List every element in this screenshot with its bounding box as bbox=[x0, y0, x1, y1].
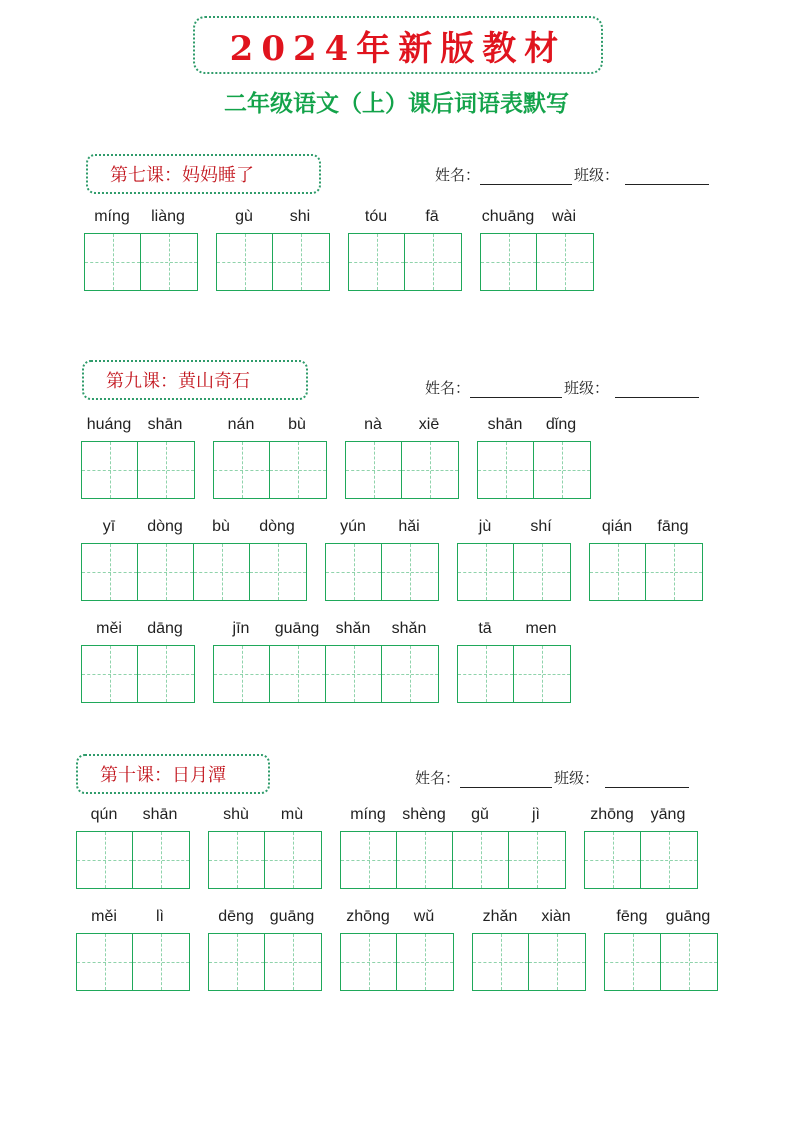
pinyin-label: mù bbox=[280, 806, 304, 823]
class-field[interactable] bbox=[615, 382, 699, 398]
pinyin-label: dēng bbox=[218, 908, 254, 925]
writing-cell[interactable] bbox=[270, 646, 326, 702]
writing-cell[interactable] bbox=[341, 832, 397, 888]
word-group bbox=[345, 414, 459, 499]
writing-cell[interactable] bbox=[349, 234, 405, 290]
class-label: 班级： bbox=[574, 166, 620, 184]
writing-cell[interactable] bbox=[133, 934, 189, 990]
pinyin-label: zhōng bbox=[346, 908, 390, 925]
pinyin-row bbox=[76, 804, 190, 826]
pinyin-label: shān bbox=[487, 416, 523, 433]
pinyin-label: guāng bbox=[274, 620, 320, 637]
tianzige-row bbox=[213, 645, 439, 703]
tianzige-row bbox=[84, 233, 198, 291]
writing-cell[interactable] bbox=[209, 832, 265, 888]
writing-cell[interactable] bbox=[82, 646, 138, 702]
name-field[interactable] bbox=[460, 772, 552, 788]
pinyin-row bbox=[589, 516, 703, 538]
tianzige-row bbox=[604, 933, 718, 991]
pinyin-label: jì bbox=[532, 806, 540, 823]
pinyin-label: men bbox=[525, 620, 557, 637]
main-title: 2024年新版教材 bbox=[229, 28, 567, 69]
word-group bbox=[477, 414, 591, 499]
class-field[interactable] bbox=[625, 169, 709, 185]
word-group bbox=[457, 516, 571, 601]
word-group bbox=[340, 804, 566, 889]
writing-cell[interactable] bbox=[214, 646, 270, 702]
name-field[interactable] bbox=[480, 169, 572, 185]
pinyin-label: dāng bbox=[147, 620, 183, 637]
writing-cell[interactable] bbox=[194, 544, 250, 600]
pinyin-label: jù bbox=[478, 518, 492, 535]
word-group bbox=[208, 804, 322, 889]
class-label: 班级： bbox=[554, 769, 600, 787]
writing-cell[interactable] bbox=[214, 442, 270, 498]
writing-cell[interactable] bbox=[138, 442, 194, 498]
writing-cell[interactable] bbox=[537, 234, 593, 290]
tianzige-row bbox=[348, 233, 462, 291]
pinyin-label: shān bbox=[142, 806, 178, 823]
tianzige-row bbox=[589, 543, 703, 601]
pinyin-row bbox=[457, 516, 571, 538]
writing-cell[interactable] bbox=[661, 934, 717, 990]
pinyin-row bbox=[457, 618, 571, 640]
pinyin-label: huáng bbox=[86, 416, 132, 433]
writing-cell[interactable] bbox=[590, 544, 646, 600]
pinyin-label: fāng bbox=[657, 518, 689, 535]
pinyin-label: nán bbox=[227, 416, 255, 433]
word-group bbox=[584, 804, 698, 889]
word-group bbox=[472, 906, 586, 991]
class-field[interactable] bbox=[605, 772, 689, 788]
tianzige-row bbox=[340, 831, 566, 889]
word-group bbox=[325, 516, 439, 601]
pinyin-label: shān bbox=[147, 416, 183, 433]
tianzige-row bbox=[216, 233, 330, 291]
pinyin-label: zhōng bbox=[590, 806, 634, 823]
pinyin-label: shi bbox=[289, 208, 311, 225]
word-group bbox=[76, 804, 190, 889]
pinyin-label: fēng bbox=[616, 908, 648, 925]
name-label: 姓名： bbox=[415, 769, 461, 787]
pinyin-label: wǔ bbox=[413, 908, 435, 925]
writing-cell[interactable] bbox=[85, 234, 141, 290]
pinyin-label: qián bbox=[601, 518, 633, 535]
pinyin-label: nà bbox=[364, 416, 382, 433]
writing-cell[interactable] bbox=[509, 832, 565, 888]
writing-cell[interactable] bbox=[585, 832, 641, 888]
word-group bbox=[84, 206, 198, 291]
pinyin-label: lì bbox=[156, 908, 164, 925]
pinyin-label: gù bbox=[235, 208, 253, 225]
pinyin-label: liàng bbox=[151, 208, 185, 225]
subtitle: 二年级语文（上）课后词语表默写 bbox=[224, 91, 569, 117]
writing-cell[interactable] bbox=[270, 442, 326, 498]
main-title-box bbox=[193, 16, 603, 74]
pinyin-label: shǎn bbox=[335, 620, 371, 637]
writing-cell[interactable] bbox=[397, 832, 453, 888]
pinyin-label: zhǎn bbox=[482, 908, 518, 925]
writing-cell[interactable] bbox=[265, 934, 321, 990]
writing-cell[interactable] bbox=[641, 832, 697, 888]
word-group bbox=[589, 516, 703, 601]
pinyin-row bbox=[213, 618, 439, 640]
writing-cell[interactable] bbox=[326, 544, 382, 600]
pinyin-label: shù bbox=[223, 806, 249, 823]
writing-cell[interactable] bbox=[405, 234, 461, 290]
pinyin-label: chuāng bbox=[481, 208, 535, 225]
pinyin-label: shǎn bbox=[391, 620, 427, 637]
writing-cell[interactable] bbox=[273, 234, 329, 290]
pinyin-label: xiē bbox=[418, 416, 440, 433]
writing-cell[interactable] bbox=[646, 544, 702, 600]
word-group bbox=[348, 206, 462, 291]
pinyin-label: guāng bbox=[269, 908, 315, 925]
writing-cell[interactable] bbox=[458, 544, 514, 600]
pinyin-label: měi bbox=[91, 908, 117, 925]
lesson-7-name-class bbox=[435, 164, 711, 185]
tianzige-row bbox=[584, 831, 698, 889]
writing-cell[interactable] bbox=[458, 646, 514, 702]
pinyin-row bbox=[325, 516, 439, 538]
pinyin-row bbox=[216, 206, 330, 228]
pinyin-label: dòng bbox=[147, 518, 183, 535]
pinyin-label: yī bbox=[102, 518, 116, 535]
pinyin-label: bù bbox=[212, 518, 230, 535]
pinyin-label: xiàn bbox=[541, 908, 571, 925]
writing-cell[interactable] bbox=[265, 832, 321, 888]
pinyin-row bbox=[208, 906, 322, 928]
tianzige-row bbox=[81, 441, 195, 499]
pinyin-row bbox=[480, 206, 594, 228]
pinyin-row bbox=[213, 414, 327, 436]
writing-cell[interactable] bbox=[341, 934, 397, 990]
pinyin-label: dòng bbox=[259, 518, 295, 535]
writing-cell[interactable] bbox=[250, 544, 306, 600]
lesson-10-name-class bbox=[415, 767, 691, 788]
writing-cell[interactable] bbox=[77, 832, 133, 888]
writing-cell[interactable] bbox=[82, 442, 138, 498]
pinyin-label: míng bbox=[94, 208, 130, 225]
word-group bbox=[213, 618, 439, 703]
word-group bbox=[480, 206, 594, 291]
pinyin-label: yún bbox=[340, 518, 366, 535]
name-label: 姓名： bbox=[435, 166, 481, 184]
pinyin-label: shèng bbox=[402, 806, 446, 823]
pinyin-label: míng bbox=[350, 806, 386, 823]
writing-cell[interactable] bbox=[77, 934, 133, 990]
lesson-10-title: 第十课：日月潭 bbox=[76, 754, 270, 794]
pinyin-row bbox=[340, 906, 454, 928]
tianzige-row bbox=[457, 645, 571, 703]
pinyin-row bbox=[348, 206, 462, 228]
name-label: 姓名： bbox=[425, 379, 471, 397]
pinyin-row bbox=[81, 516, 307, 538]
class-label: 班级： bbox=[564, 379, 610, 397]
writing-cell[interactable] bbox=[217, 234, 273, 290]
pinyin-label: hǎi bbox=[398, 518, 420, 535]
pinyin-row bbox=[345, 414, 459, 436]
tianzige-row bbox=[325, 543, 439, 601]
pinyin-label: yāng bbox=[650, 806, 686, 823]
writing-cell[interactable] bbox=[478, 442, 534, 498]
writing-cell[interactable] bbox=[138, 544, 194, 600]
pinyin-label: jīn bbox=[232, 620, 250, 637]
word-group bbox=[81, 618, 195, 703]
tianzige-row bbox=[472, 933, 586, 991]
pinyin-row bbox=[604, 906, 718, 928]
lesson-9-title: 第九课：黄山奇石 bbox=[82, 360, 308, 400]
pinyin-row bbox=[76, 906, 190, 928]
writing-cell[interactable] bbox=[326, 646, 382, 702]
tianzige-row bbox=[213, 441, 327, 499]
tianzige-row bbox=[208, 933, 322, 991]
writing-cell[interactable] bbox=[82, 544, 138, 600]
writing-cell[interactable] bbox=[605, 934, 661, 990]
name-field[interactable] bbox=[470, 382, 562, 398]
writing-cell[interactable] bbox=[514, 544, 570, 600]
tianzige-row bbox=[340, 933, 454, 991]
word-group bbox=[81, 516, 307, 601]
pinyin-label: dǐng bbox=[545, 416, 577, 433]
writing-cell[interactable] bbox=[481, 234, 537, 290]
tianzige-row bbox=[76, 933, 190, 991]
word-group bbox=[213, 414, 327, 499]
writing-cell[interactable] bbox=[514, 646, 570, 702]
word-group bbox=[81, 414, 195, 499]
word-group bbox=[216, 206, 330, 291]
pinyin-label: guāng bbox=[665, 908, 711, 925]
pinyin-label: tóu bbox=[364, 208, 388, 225]
pinyin-label: tā bbox=[478, 620, 492, 637]
pinyin-label: wài bbox=[551, 208, 576, 225]
writing-cell[interactable] bbox=[209, 934, 265, 990]
pinyin-label: měi bbox=[96, 620, 122, 637]
writing-cell[interactable] bbox=[473, 934, 529, 990]
word-group bbox=[457, 618, 571, 703]
pinyin-row bbox=[81, 618, 195, 640]
tianzige-row bbox=[457, 543, 571, 601]
lesson-9-name-class bbox=[425, 377, 701, 398]
pinyin-row bbox=[477, 414, 591, 436]
writing-cell[interactable] bbox=[529, 934, 585, 990]
writing-cell[interactable] bbox=[382, 544, 438, 600]
tianzige-row bbox=[81, 645, 195, 703]
tianzige-row bbox=[345, 441, 459, 499]
pinyin-label: gǔ bbox=[471, 806, 489, 823]
pinyin-label: shí bbox=[530, 518, 552, 535]
writing-cell[interactable] bbox=[402, 442, 458, 498]
word-group bbox=[76, 906, 190, 991]
pinyin-label: fā bbox=[425, 208, 439, 225]
pinyin-row bbox=[84, 206, 198, 228]
writing-cell[interactable] bbox=[138, 646, 194, 702]
pinyin-label: bù bbox=[288, 416, 306, 433]
pinyin-label: qún bbox=[90, 806, 118, 823]
writing-cell[interactable] bbox=[141, 234, 197, 290]
pinyin-row bbox=[340, 804, 566, 826]
writing-cell[interactable] bbox=[133, 832, 189, 888]
tianzige-row bbox=[480, 233, 594, 291]
tianzige-row bbox=[76, 831, 190, 889]
word-group bbox=[208, 906, 322, 991]
tianzige-row bbox=[208, 831, 322, 889]
pinyin-row bbox=[81, 414, 195, 436]
word-group bbox=[604, 906, 718, 991]
writing-cell[interactable] bbox=[397, 934, 453, 990]
word-group bbox=[340, 906, 454, 991]
tianzige-row bbox=[81, 543, 307, 601]
writing-cell[interactable] bbox=[534, 442, 590, 498]
lesson-7-title: 第七课：妈妈睡了 bbox=[86, 154, 321, 194]
writing-cell[interactable] bbox=[346, 442, 402, 498]
writing-cell[interactable] bbox=[382, 646, 438, 702]
tianzige-row bbox=[477, 441, 591, 499]
writing-cell[interactable] bbox=[453, 832, 509, 888]
pinyin-row bbox=[584, 804, 698, 826]
pinyin-row bbox=[208, 804, 322, 826]
pinyin-row bbox=[472, 906, 586, 928]
